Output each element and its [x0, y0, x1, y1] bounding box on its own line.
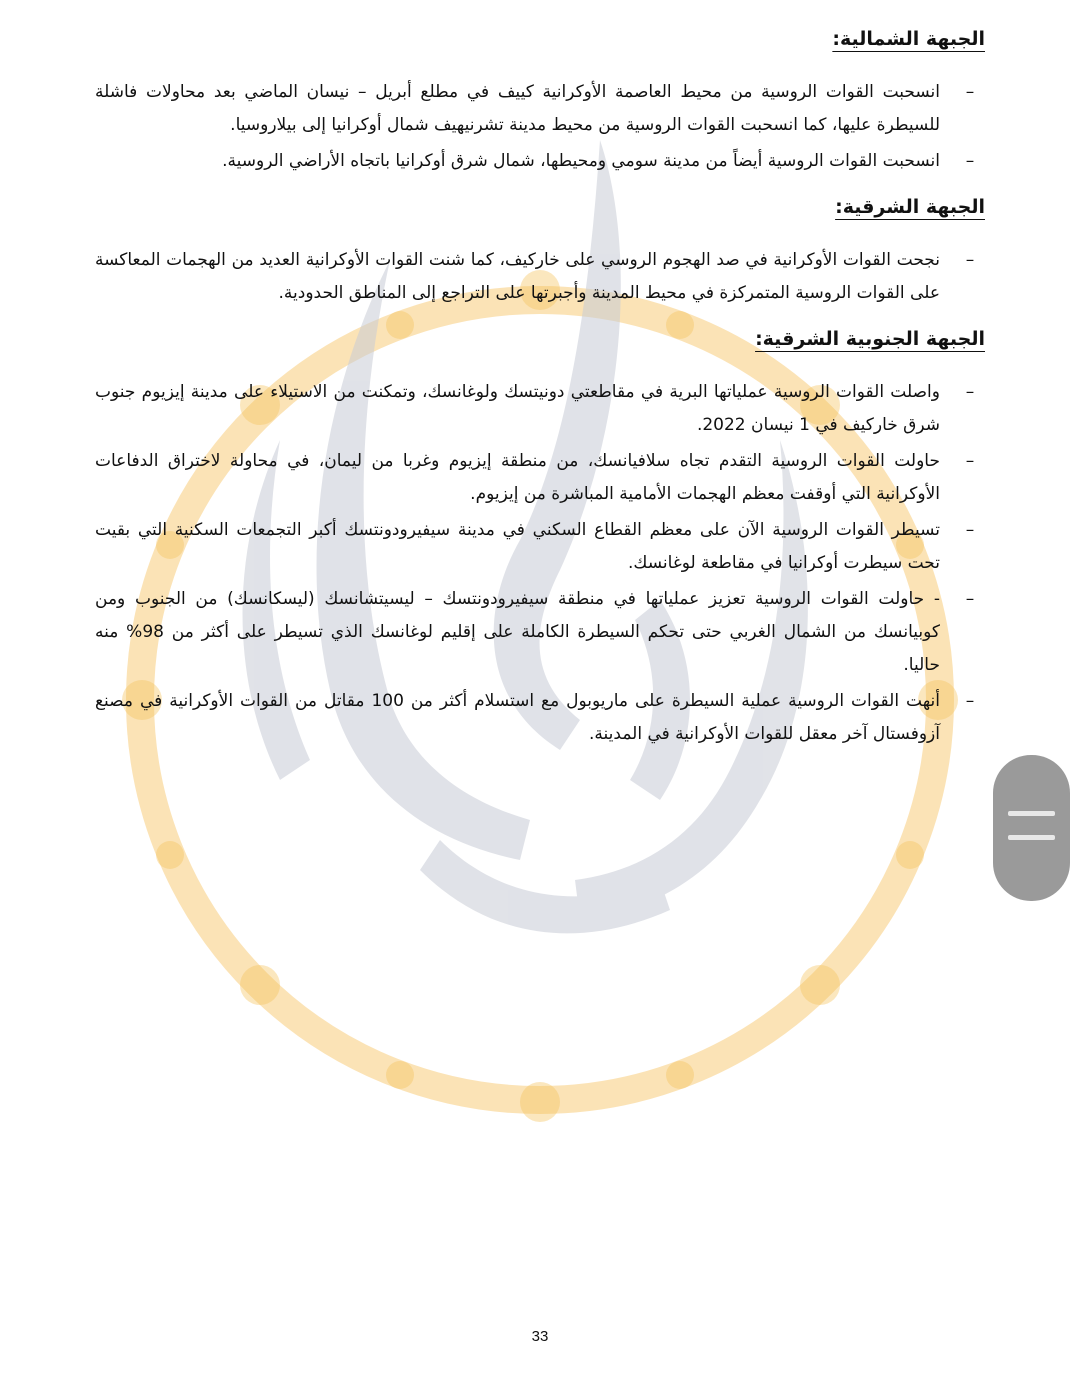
- list-item-text: حاولت القوات الروسية التقدم تجاه سلافيانسك، من منطقة إيزيوم وغربا من ليمان، في محاولة لاختراق الدفاعات الأوكرانية التي أوقفت معظم الهجمات الأمامية المباشرة من إيزيوم.: [95, 451, 940, 504]
- list-item: [95, 685, 985, 751]
- page-number: 33: [531, 1328, 549, 1345]
- list-item: [95, 244, 985, 310]
- bullet-list: [95, 76, 985, 178]
- bullet-list: [95, 376, 985, 751]
- list-item: [95, 145, 985, 178]
- list-item-text: أنهت القوات الروسية عملية السيطرة على ماريوبول مع استسلام أكثر من 100 مقاتل من القوات الأوكرانية في مصنع آزوفستال آخر معقل للقوات الأوكرانية في المدينة.: [95, 691, 940, 744]
- section-northern-front: [95, 24, 985, 178]
- list-item: [95, 583, 985, 682]
- section-heading: الجبهة الشرقية:: [835, 196, 985, 218]
- bullet-dash: –: [965, 382, 975, 402]
- list-item: [95, 76, 985, 142]
- section-southeastern-front: [95, 324, 985, 751]
- bullet-dash: –: [965, 691, 975, 711]
- list-item-text: تسيطر القوات الروسية الآن على معظم القطاع السكني في مدينة سيفيرودونتسك أكبر التجمعات السكنية التي بقيت تحت سيطرت أوكرانيا في مقاطعة لوغانسك.: [95, 520, 940, 573]
- document-body: [95, 24, 985, 765]
- list-item-text: انسحبت القوات الروسية أيضاً من مدينة سومي ومحيطها، شمال شرق أوكرانيا باتجاه الأراضي الروسية.: [222, 151, 940, 171]
- bullet-dash: –: [965, 250, 975, 270]
- section-heading: الجبهة الشمالية:: [832, 28, 985, 50]
- list-item-text: انسحبت القوات الروسية من محيط العاصمة الأوكرانية كييف في مطلع أبريل – نيسان الماضي بعد محاولات فاشلة للسيطرة عليها، كما انسحبت القوات الروسية من محيط مدينة تشرنيهيف شمال أوكرانيا إلى بيلاروسيا.: [95, 82, 940, 135]
- bullet-dash: –: [965, 451, 975, 471]
- list-item-text: - حاولت القوات الروسية تعزيز عملياتها في منطقة سيفيرودونتسك – ليسيتشانسك (ليسكانسك) من الجنوب ومن كوبيانسك من الشمال الغربي حتى تحكم السيطرة الكاملة على إقليم لوغانسك الذي تسيطر على أكثر من 98% منه حاليا.: [95, 589, 940, 675]
- list-item-text: واصلت القوات الروسية عملياتها البرية في مقاطعتي دونيتسك ولوغانسك، وتمكنت من الاستيلاء على مدينة إيزيوم جنوب شرق خاركيف في 1 نيسان 2022.: [95, 382, 940, 435]
- bullet-list: [95, 244, 985, 310]
- section-eastern-front: [95, 192, 985, 310]
- section-heading: الجبهة الجنوبية الشرقية:: [755, 328, 985, 350]
- bullet-dash: –: [965, 151, 975, 171]
- list-item: [95, 514, 985, 580]
- list-item: [95, 445, 985, 511]
- bullet-dash: –: [965, 520, 975, 540]
- list-item-text: نجحت القوات الأوكرانية في صد الهجوم الروسي على خاركيف، كما شنت القوات الأوكرانية العديد من الهجمات المعاكسة على القوات الروسية المتمركزة في محيط المدينة وأجبرتها على التراجع إلى المناطق الحدودية.: [95, 250, 940, 303]
- bullet-dash: –: [965, 589, 975, 609]
- list-item: [95, 376, 985, 442]
- bullet-dash: –: [965, 82, 975, 102]
- menu-button[interactable]: [993, 755, 1070, 901]
